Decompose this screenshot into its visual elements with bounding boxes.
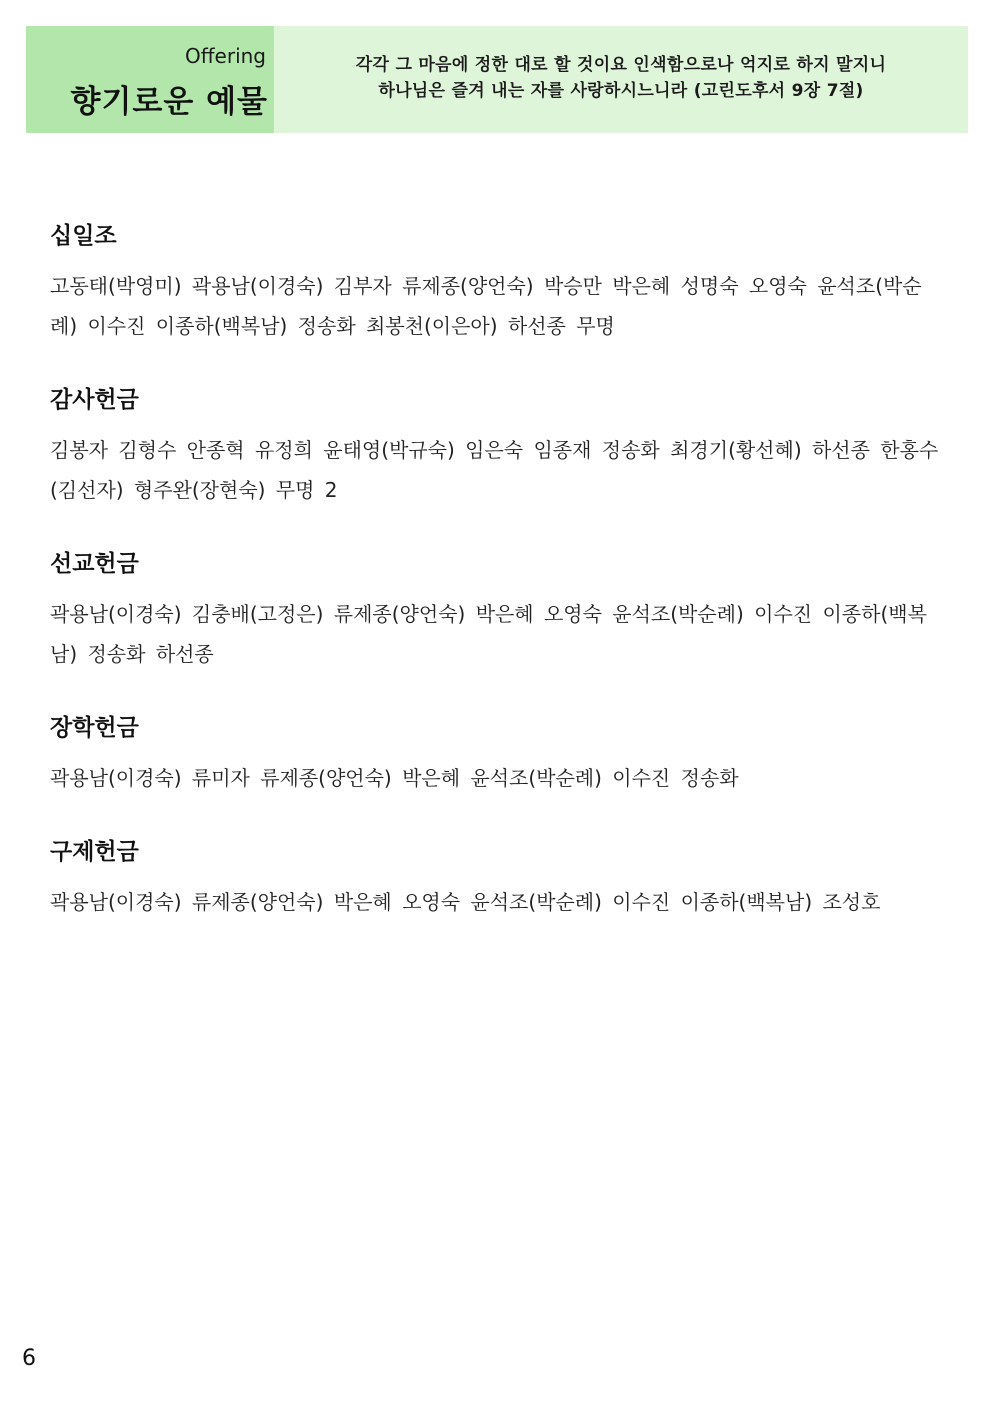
section-mission xyxy=(50,546,940,674)
section-names: 곽용남(이경숙) 류제종(양언숙) 박은혜 오영숙 윤석조(박순례) 이수진 이종하(백복남) 조성호 xyxy=(50,890,881,914)
section-relief xyxy=(50,834,940,922)
section-title: 선교헌금 xyxy=(50,551,139,577)
section-title: 장학헌금 xyxy=(50,715,139,741)
section-names: 고동태(박영미) 곽용남(이경숙) 김부자 류제종(양언숙) 박승만 박은혜 성명숙 오영숙 윤석조(박순례) 이수진 이종하(백복남) 정송화 최봉천(이은아) 하선종 무명 xyxy=(50,274,922,338)
header-title: 향기로운 예물 xyxy=(70,84,268,120)
section-thanksgiving xyxy=(50,382,940,510)
section-title: 십일조 xyxy=(50,223,117,249)
section-tithe xyxy=(50,218,940,346)
page-number: 6 xyxy=(22,1346,36,1371)
section-names: 김봉자 김형수 안종혁 유정희 윤태영(박규숙) 임은숙 임종재 정송화 최경기(황선혜) 하선종 한홍수(김선자) 형주완(장현숙) 무명 2 xyxy=(50,438,939,502)
header-title-block xyxy=(26,26,274,133)
section-names: 곽용남(이경숙) 류미자 류제종(양언숙) 박은혜 윤석조(박순례) 이수진 정송화 xyxy=(50,766,739,790)
verse-line-1: 각각 그 마음에 정한 대로 할 것이요 인색함으로나 억지로 하지 말지니 xyxy=(355,54,887,75)
section-names: 곽용남(이경숙) 김충배(고정은) 류제종(양언숙) 박은혜 오영숙 윤석조(박순례) 이수진 이종하(백복남) 정송화 하선종 xyxy=(50,602,927,666)
section-title: 감사헌금 xyxy=(50,387,139,413)
section-scholarship xyxy=(50,710,940,798)
header-subtitle: Offering xyxy=(185,44,266,68)
header-verse-block xyxy=(274,26,968,133)
verse-line-2: 하나님은 즐겨 내는 자를 사랑하시느니라 (고린도후서 9장 7절) xyxy=(378,80,864,101)
section-title: 구제헌금 xyxy=(50,839,139,865)
offering-list xyxy=(50,218,940,958)
page-header xyxy=(26,26,968,133)
